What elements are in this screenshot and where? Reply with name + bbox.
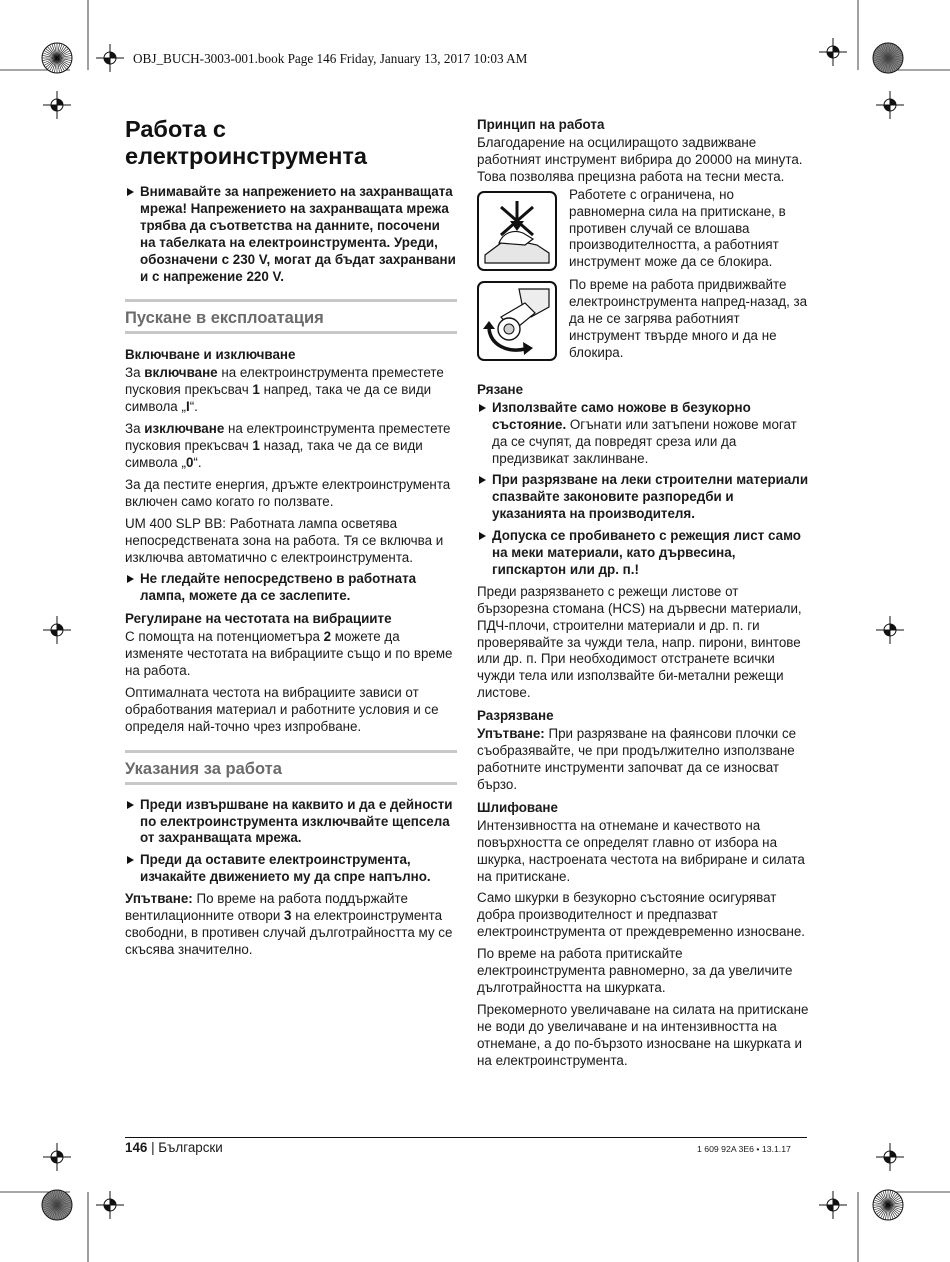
instruction-bullet-2: Преди да оставите електроинструмента, изчакайте движението му да спре напълно. <box>125 852 457 886</box>
switch-on-text: За включване на електроинструмента преместете пусковия прекъсвач 1 напред, така че да се види символа „I“. <box>125 365 444 415</box>
color-registration-mark <box>873 1190 903 1220</box>
figure-motion <box>477 277 809 367</box>
motion-text: По време на работа придвижвайте електроинструмента напред-назад, за да не се загрява работният инструмент твърде много и да не блокира. <box>569 277 808 360</box>
cutting-bullet-1: Използвайте само ножове в безукорно състояние. Огънати или затъпени ножове могат да се счупят, да повредят среза или да предизвикат заклинване. <box>477 400 809 468</box>
footer-rule <box>125 1137 807 1138</box>
color-registration-mark <box>42 1190 72 1220</box>
separating-note: Упътване: При разрязване на фаянсови плочки се съобразявайте, че при продължително използване работните инструменти започват да се износват бързо. <box>477 726 797 792</box>
subheading-separating: Разрязване <box>477 708 554 724</box>
voltage-warning: Внимавайте за напрежението на захранващата мрежа! Напрежението на захранващата мрежа трябва да съответства на данните, посочени на табелката на електроинструмента. Уреди, обозначени с 230 V, могат да бъдат захранвани и с напрежение 220 V. <box>125 184 457 285</box>
subheading-frequency: Регулиране на честотата на вибрациите <box>125 611 392 627</box>
sanding-text-4: Прекомерното увеличаване на силата на притискане не води до увеличаване и на интензивността на отнемане, а до по-бързото износване на шкурката и на електроинструмента. <box>477 1001 809 1068</box>
registration-crosshair <box>876 616 904 644</box>
registration-crosshair <box>96 1191 124 1219</box>
subheading-onoff: Включване и изключване <box>125 347 296 363</box>
instruction-bullet-1: Преди извършване на каквито и да е дейности по електроинструмента изключвайте щепсела от захранващата мрежа. <box>125 797 457 848</box>
ventilation-note: Упътване: По време на работа поддържайте вентилационните отвори 3 на електроинструмента свободни, в противен случай дълготрайността му се скъсява значително. <box>125 891 453 957</box>
section-heading-startup: Пускане в експлоатация <box>125 299 457 334</box>
registration-crosshair <box>819 38 847 66</box>
section-heading-instructions: Указания за работа <box>125 750 457 785</box>
principle-text: Благодарение на осцилиращото задвижване работният инструмент вибрира до 20000 на минута. Това позволява прецизна работа на тесни места. <box>477 135 803 184</box>
cutting-bullet-2: При разрязване на леки строителни материали спазвайте законовите разпоредби и указанията на производителя. <box>477 472 809 523</box>
sanding-text-1: Интензивността на отнемане и качеството на повърхността се определят главно от избора на шкурка, настроената честота на вибриране и силата на притискане. <box>477 817 805 884</box>
file-header: OBJ_BUCH-3003-001.book Page 146 Friday, January 13, 2017 10:03 AM <box>133 51 528 66</box>
no-excessive-pressure-icon <box>477 191 557 271</box>
subheading-principle: Принцип на работа <box>477 117 605 132</box>
frequency-optimal-text: Оптималната честота на вибрациите зависи от обработвания материал и работните условия и се определя най-точно чрез изпробване. <box>125 684 439 734</box>
switch-off-text: За изключване на електроинструмента преместете пусковия прекъсвач 1 назад, така че да се види символа „0“. <box>125 421 451 470</box>
color-registration-mark <box>873 43 903 73</box>
cutting-text: Преди разрязването с режещи листове от бързорезна стомана (HCS) на дървесни материали, ПДЧ-плочи, строителни материали и др. п. ги проверявайте за чужди тела, напр. пирони, винтове или др. п. При необходимост отстранете всички чужди тела или използвайте би-метални режещи листове. <box>477 583 802 701</box>
subheading-sanding: Шлифоване <box>477 799 558 815</box>
color-registration-mark <box>42 43 72 73</box>
registration-crosshair <box>876 91 904 119</box>
sanding-text-2: Само шкурки в безукорно състояние осигуряват добра производителност и предпазват електроинструмента от преждевременно износване. <box>477 890 806 940</box>
page-footer-label: 146 | Български <box>125 1140 223 1155</box>
page-title: Работа с електроинструмента <box>125 116 367 169</box>
sanding-text-3: По време на работа притискайте електроинструмента равномерно, за да увеличите дълготрайността на шкурката. <box>477 946 793 995</box>
registration-crosshair <box>43 91 71 119</box>
left-column <box>125 116 457 964</box>
lamp-text: UM 400 SLP BB: Работната лампа осветява непосредствената зона на работа. Тя се включва и изключва автоматично с електроинструмента. <box>125 515 444 565</box>
registration-crosshair <box>819 1191 847 1219</box>
right-column <box>477 116 809 1075</box>
subheading-cutting: Рязане <box>477 381 524 397</box>
document-code: 1 609 92A 3E6 • 13.1.17 <box>697 1144 791 1154</box>
registration-crosshair <box>876 1143 904 1171</box>
energy-text: За да пестите енергия, дръжте електроинструмента включен само когато го ползвате. <box>125 476 451 509</box>
registration-crosshair <box>43 1143 71 1171</box>
move-back-and-forth-icon <box>477 281 557 361</box>
frequency-text: С помощта на потенциометъра 2 можете да изменяте честотата на вибрациите също и по време на работа. <box>125 629 453 679</box>
registration-crosshair <box>96 44 124 72</box>
language-label: Български <box>158 1140 223 1155</box>
cutting-bullet-3: Допуска се пробиването с режещия лист само на меки материали, като дървесина, гипскартон или др. п.! <box>477 528 809 579</box>
figure-pressure <box>477 186 809 277</box>
registration-crosshair <box>43 616 71 644</box>
lamp-warning: Не гледайте непосредствено в работната лампа, можете да се заслепите. <box>125 571 457 605</box>
pressure-text: Работете с ограничена, но равномерна сила на притискане, в противен случай се влошава производителността, а работният инструмент може да се блокира. <box>569 186 786 270</box>
page-number: 146 <box>125 1140 148 1155</box>
